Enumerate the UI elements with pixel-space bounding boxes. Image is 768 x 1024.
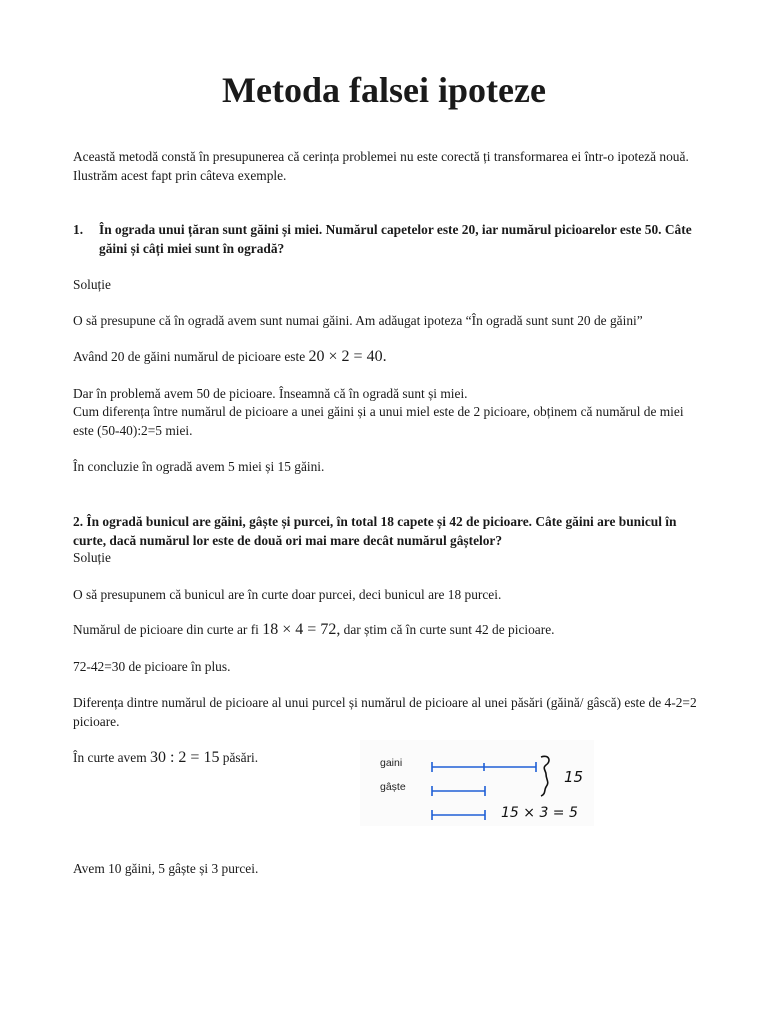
problem-1-legs-line	[73, 348, 698, 367]
problem-1-hypothesis: O să presupune că în ogradă avem sunt numai găini. Am adăugat ipoteza “În ogradă sunt sunt 20 de găini”	[73, 313, 643, 328]
problem-2-legs-rest: dar știm că în curte sunt 42 de picioare.	[343, 622, 555, 637]
document-title: Metoda falsei ipoteze	[222, 70, 546, 110]
problem-1-legs-text: Având 20 de găini numărul de picioare este	[73, 349, 306, 364]
problem-2-solution-label: Soluție	[73, 550, 111, 565]
problem-2-statement: 2. În ogradă bunicul are găini, gâște și purcei, în total 18 capete și 42 de picioare. Câte găini are bunicul în curte, dacă numărul lor este de două ori mai mare decât numărul gâștelor?	[73, 514, 677, 548]
problem-2-final-answer: Avem 10 găini, 5 gâște și 3 purcei.	[73, 861, 259, 876]
diagram-note-15: 15	[564, 768, 584, 786]
problem-2-hypothesis: O să presupunem că bunicul are în curte doar purcei, deci bunicul are 18 purcei.	[73, 587, 502, 602]
segment-diagram	[360, 740, 594, 826]
problem-1-reasoning-a: Dar în problemă avem 50 de picioare. Înseamnă că în ogradă sunt și miei.	[73, 386, 468, 401]
problem-1-solution-label: Soluție	[73, 277, 111, 292]
problem-2-difference: Diferența dintre numărul de picioare al unui purcel și numărul de picioare al unei păsări (găină/ gâscă) este de 4-2=2 picioare.	[73, 695, 697, 729]
diagram-note-calc: 15 × 3 = 5	[501, 805, 578, 821]
problem-1-reasoning-b: Cum diferența între numărul de picioare a unei găini și a unui miel este de 2 picioare, obținem că numărul de miei este (50-40):2=5 miei.	[73, 404, 684, 438]
intro-paragraph: Această metodă constă în presupunerea că cerința problemei nu este corectă ți transformarea ei într-o ipoteză nouă. Ilustrăm acest fapt prin câteva exemple.	[73, 149, 689, 183]
problem-2-extra-legs: 72-42=30 de picioare în plus.	[73, 659, 231, 674]
problem-2-birds-math: 30 : 2 = 15	[149, 749, 220, 766]
problem-2-birds-line	[73, 749, 353, 768]
problem-1-legs-math: 20 × 2 = 40.	[308, 348, 387, 365]
problem-1-conclusion: În concluzie în ogradă avem 5 miei și 15 găini.	[73, 459, 325, 474]
diagram-label-gaini: gaini	[380, 757, 403, 769]
problem-2-legs-line	[73, 621, 698, 640]
problem-2-legs-text: Numărul de picioare din curte ar fi	[73, 622, 259, 637]
problem-2-legs-math: 18 × 4 = 72,	[262, 621, 341, 638]
problem-2-birds-text: În curte avem	[73, 750, 147, 765]
problem-1-number: 1.	[73, 222, 84, 237]
problem-1-statement: În ograda unui țăran sunt găini și miei. Numărul capetelor este 20, iar numărul picioarelor este 50. Câte găini și câți miei sunt în ogradă?	[99, 222, 692, 256]
problem-2-birds-rest: păsări.	[222, 750, 259, 765]
diagram-label-gaste: gâște	[380, 781, 406, 793]
